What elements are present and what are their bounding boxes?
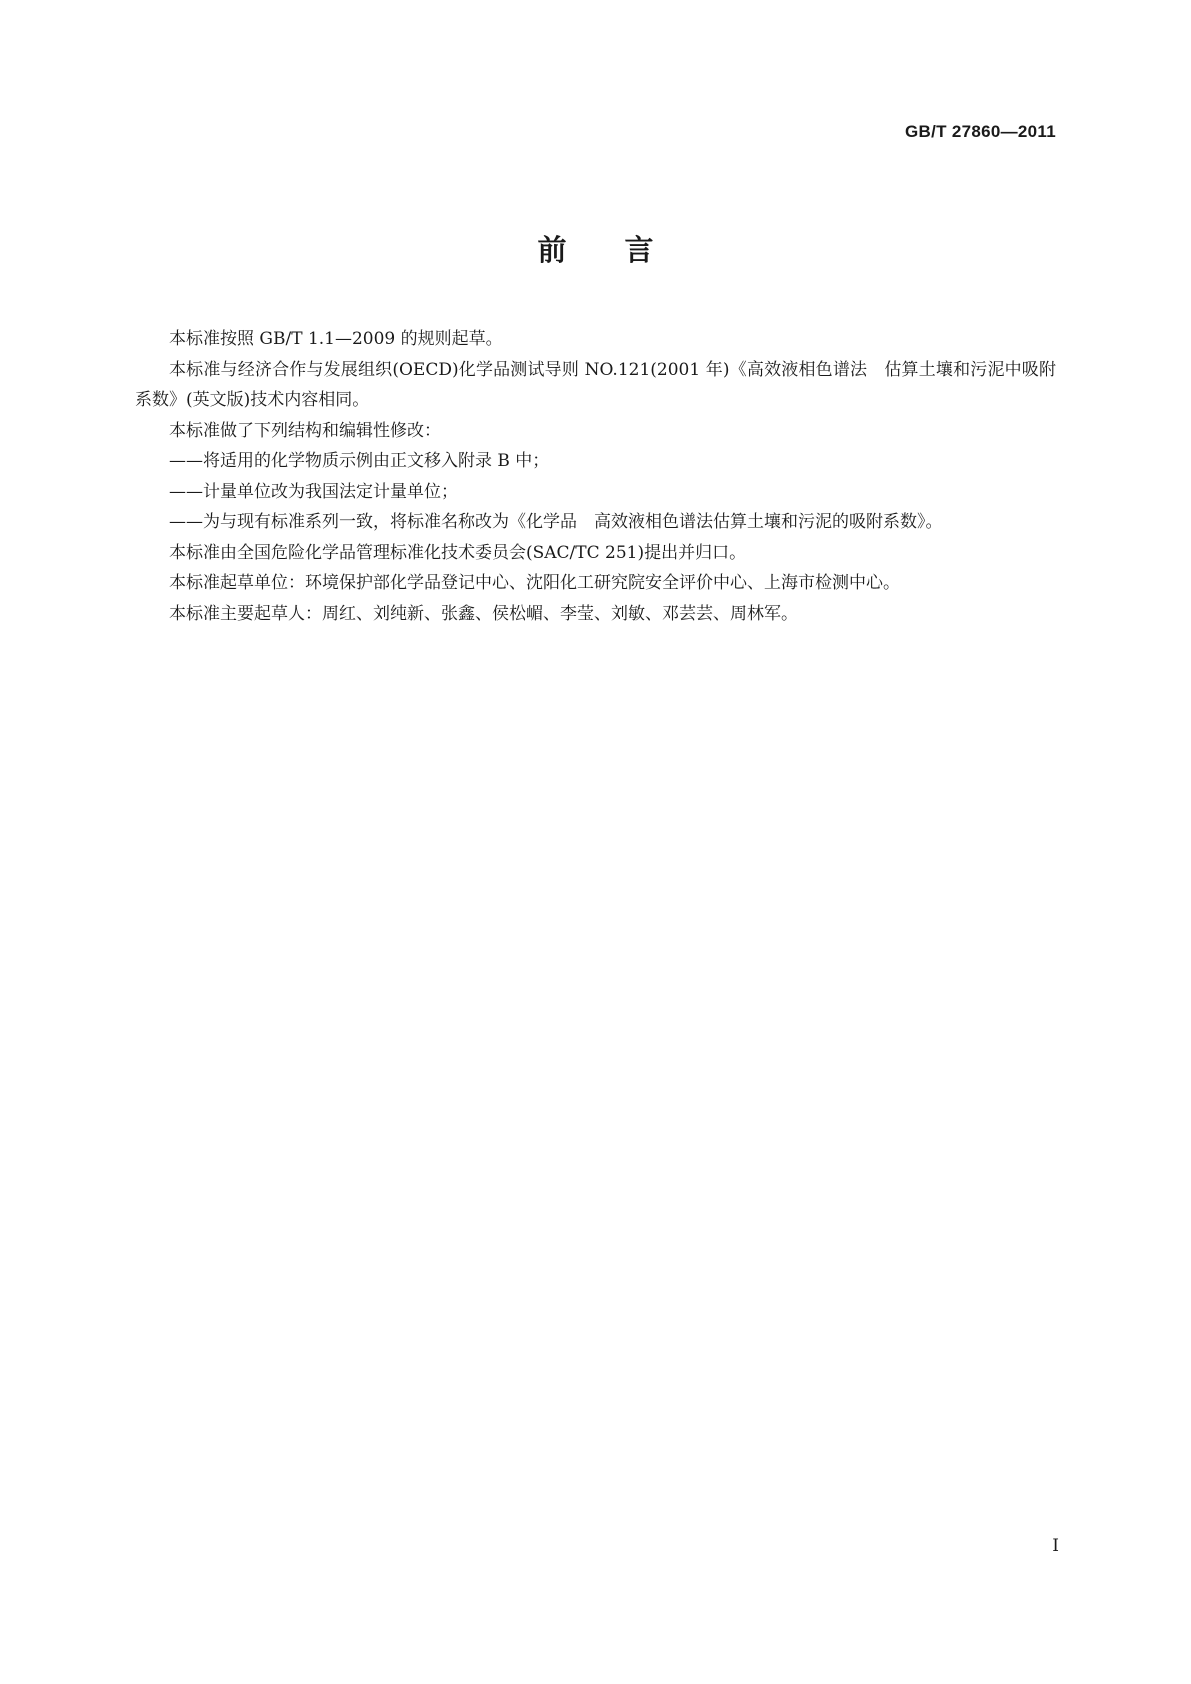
list-item-modification-3: ——为与现有标准系列一致，将标准名称改为《化学品 高效液相色谱法估算土壤和污泥的吸附系数》。 — [169, 512, 943, 532]
list-item-modification-1: ——将适用的化学物质示例由正文移入附录 B 中； — [169, 451, 550, 471]
paragraph-drafting-units: 本标准起草单位：环境保护部化学品登记中心、沈阳化工研究院安全评价中心、上海市检测中心。 — [169, 573, 900, 593]
paragraph-drafters: 本标准主要起草人：周红、刘纯新、张鑫、侯松嵋、李莹、刘敏、邓芸芸、周林军。 — [169, 603, 798, 624]
list-item-modification-2: ——计量单位改为我国法定计量单位； — [169, 481, 458, 502]
page-title: 前言 — [537, 233, 712, 267]
paragraph-proposer: 本标准由全国危险化学品管理标准化技术委员会(SAC/TC 251)提出并归口。 — [169, 542, 747, 563]
paragraph-modifications-intro: 本标准做了下列结构和编辑性修改： — [169, 420, 441, 441]
paragraph-technical-equivalence: 本标准与经济合作与发展组织(OECD)化学品测试导则 NO.121(2001 年)《高效液相色谱法 估算土壤和污泥中吸附系数》(英文版)技术内容相同。 — [135, 359, 1056, 410]
foreword-content — [135, 324, 1056, 629]
paragraph-drafting-rule: 本标准按照 GB/T 1.1—2009 的规则起草。 — [169, 329, 503, 349]
page-number: I — [1052, 1536, 1059, 1556]
standard-number-header: GB/T 27860—2011 — [905, 122, 1056, 141]
